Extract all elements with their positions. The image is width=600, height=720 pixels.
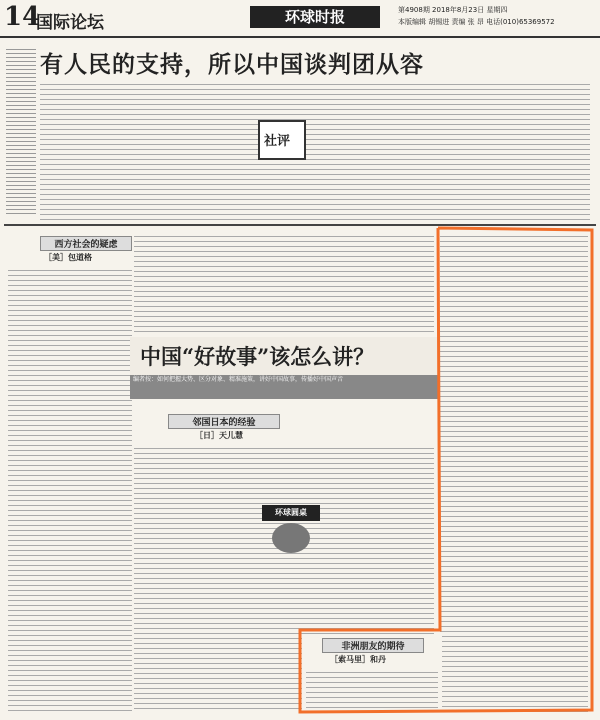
africa-box-title: 非洲朋友的期待 xyxy=(322,638,424,653)
page-number: 14 xyxy=(4,2,41,32)
west-byline: ［美］包道格 xyxy=(44,253,92,262)
masthead-logo: 环球时报 xyxy=(250,6,380,28)
editor-note: 编者按：如何把握大势、区分对象、精准施策，讲好中国故事，传播好中国声音 xyxy=(130,375,460,399)
issue-date: 第4908期 2018年8月23日 星期四 xyxy=(398,6,508,14)
stamp-label: 环球圆桌 xyxy=(262,505,320,521)
africa-byline: ［索马里］和丹 xyxy=(330,655,386,664)
section-title: 国际论坛 xyxy=(36,13,104,33)
west-box-title: 西方社会的疑虑 xyxy=(40,236,132,251)
feature-title: 中国“好故事”该怎么讲？ xyxy=(140,344,375,369)
editorial-tag-label: 社评 xyxy=(264,134,291,149)
japan-box-title: 邻国日本的经验 xyxy=(168,414,280,429)
editor-line: 本版编辑 胡锡进 责编 张 昂 电话(010)65369572 xyxy=(398,18,555,26)
japan-byline: ［日］天儿慧 xyxy=(195,431,243,440)
lead-headline: 有人民的支持，所以中国谈判团从容 xyxy=(40,51,424,78)
highlight-path xyxy=(300,228,592,712)
